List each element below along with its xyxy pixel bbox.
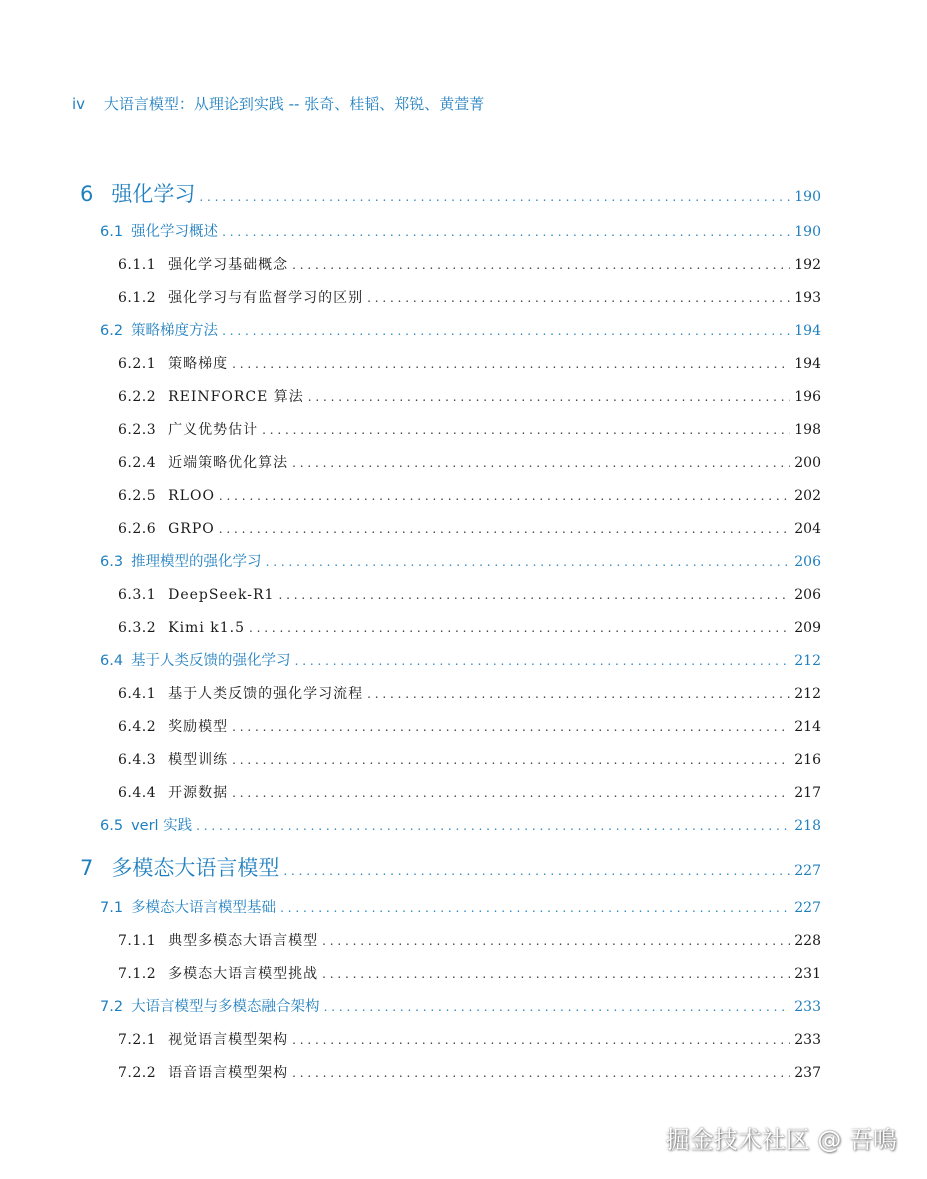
toc-entry-page: 190 — [794, 224, 821, 240]
toc-entry-number: 7.2.2 — [118, 1065, 157, 1081]
toc-entry-page: 202 — [794, 488, 821, 504]
toc-entry-title: 大语言模型与多模态融合架构 — [131, 999, 320, 1015]
toc-entry-page: 218 — [794, 818, 821, 834]
toc-section-entry[interactable] — [100, 1000, 821, 1015]
toc-subsection-entry[interactable] — [118, 423, 821, 437]
toc-dot-leader — [232, 721, 790, 733]
toc-entry-page: 227 — [794, 900, 821, 916]
toc-section-entry[interactable] — [100, 901, 821, 916]
toc-entry-title: 推理模型的强化学习 — [131, 554, 262, 570]
toc-dot-leader — [280, 902, 790, 914]
toc-entry-title: DeepSeek-R1 — [168, 587, 275, 603]
toc-entry-title: 视觉语言模型架构 — [168, 1032, 289, 1048]
toc-entry-title: 开源数据 — [168, 785, 229, 801]
toc-entry-title: 多模态大语言模型挑战 — [168, 966, 319, 982]
toc-entry-number: 6.2.4 — [118, 455, 157, 471]
toc-entry-number: 6.5 — [100, 818, 124, 834]
toc-entry-number: 6.4.1 — [118, 686, 157, 702]
toc-section-entry[interactable] — [100, 555, 821, 570]
toc-entry-title: 基于人类反馈的强化学习 — [131, 653, 291, 669]
toc-dot-leader — [324, 1001, 791, 1013]
toc-dot-leader — [219, 490, 790, 502]
toc-dot-leader — [367, 292, 790, 304]
toc-entry-title: 近端策略优化算法 — [168, 455, 289, 471]
toc-entry-title: 语音语言模型架构 — [168, 1065, 289, 1081]
toc-entry-title: 基于人类反馈的强化学习流程 — [168, 686, 364, 702]
toc-entry-number: 6.4.2 — [118, 719, 157, 735]
toc-entry-page: 217 — [794, 785, 821, 801]
toc-entry-page: 194 — [794, 323, 821, 339]
toc-dot-leader — [292, 457, 790, 469]
toc-entry-title: REINFORCE 算法 — [168, 389, 304, 405]
toc-entry-number: 6.2.2 — [118, 389, 157, 405]
toc-entry-page: 192 — [794, 257, 821, 273]
toc-entry-number: 6.1.1 — [118, 257, 157, 273]
toc-subsection-entry[interactable] — [118, 489, 821, 503]
toc-entry-title: GRPO — [168, 521, 215, 537]
toc-entry-title: 奖励模型 — [168, 719, 229, 735]
toc-dot-leader — [295, 655, 791, 667]
toc-entry-title: 策略梯度方法 — [131, 323, 219, 339]
toc-entry-number: 6.2.5 — [118, 488, 157, 504]
toc-dot-leader — [232, 358, 790, 370]
toc-subsection-entry[interactable] — [118, 753, 821, 767]
toc-entry-page: 209 — [794, 620, 821, 636]
toc-entry-number: 6.2.1 — [118, 356, 157, 372]
toc-dot-leader — [219, 523, 791, 535]
toc-subsection-entry[interactable] — [118, 1033, 821, 1047]
toc-entry-page: 196 — [794, 389, 821, 405]
toc-subsection-entry[interactable] — [118, 786, 821, 800]
toc-entry-title: 强化学习基础概念 — [168, 257, 289, 273]
toc-dot-leader — [199, 191, 790, 203]
toc-dot-leader — [266, 556, 791, 568]
toc-entry-title: verl 实践 — [131, 818, 193, 834]
toc-entry-page: 227 — [794, 863, 821, 879]
toc-subsection-entry[interactable] — [118, 357, 821, 371]
toc-entry-page: 237 — [794, 1065, 821, 1081]
toc-entry-number: 7.1.2 — [118, 966, 157, 982]
toc-entry-page: 193 — [794, 290, 821, 306]
toc-entry-title: 强化学习概述 — [131, 224, 219, 240]
toc-entry-title: Kimi k1.5 — [168, 620, 246, 636]
toc-entry-number: 6.2 — [100, 323, 124, 339]
toc-entry-number: 7.1.1 — [118, 933, 157, 949]
toc-dot-leader — [322, 968, 790, 980]
toc-entry-title: 强化学习 — [111, 182, 196, 206]
toc-entry-number: 6.1 — [100, 224, 124, 240]
toc-entry-page: 212 — [794, 686, 821, 702]
toc-dot-leader — [232, 754, 790, 766]
toc-entry-page: 216 — [794, 752, 821, 768]
toc-subsection-entry[interactable] — [118, 456, 821, 470]
toc-dot-leader — [283, 865, 790, 877]
toc-entry-number: 6.3.2 — [118, 620, 157, 636]
toc-subsection-entry[interactable] — [118, 967, 821, 981]
running-header — [72, 93, 484, 114]
toc-dot-leader — [278, 589, 790, 601]
header-page-number: iv — [72, 95, 86, 113]
toc-entry-number: 6.3.1 — [118, 587, 157, 603]
toc-entry-number: 7 — [80, 856, 94, 880]
toc-dot-leader — [249, 622, 790, 634]
toc-subsection-entry[interactable] — [118, 588, 821, 602]
toc-subsection-entry[interactable] — [118, 934, 821, 948]
toc-section-entry[interactable] — [100, 225, 821, 240]
toc-dot-leader — [196, 820, 790, 832]
toc-dot-leader — [222, 226, 790, 238]
toc-entry-title: 典型多模态大语言模型 — [168, 933, 319, 949]
toc-entry-title: 模型训练 — [168, 752, 229, 768]
toc-subsection-entry[interactable] — [118, 522, 821, 536]
toc-dot-leader — [262, 424, 790, 436]
toc-entry-page: 231 — [794, 966, 821, 982]
toc-entry-number: 6.2.6 — [118, 521, 157, 537]
header-book-title: 大语言模型：从理论到实践 -- 张奇、桂韬、郑锐、黄萱菁 — [103, 95, 485, 113]
toc-entry-page: 190 — [794, 189, 821, 205]
toc-subsection-entry[interactable] — [118, 291, 821, 305]
toc-entry-page: 228 — [794, 933, 821, 949]
toc-chapter-entry[interactable] — [80, 184, 821, 205]
toc-entry-title: 策略梯度 — [168, 356, 229, 372]
toc-dot-leader — [367, 688, 790, 700]
toc-entry-page: 194 — [794, 356, 821, 372]
toc-dot-leader — [308, 391, 790, 403]
toc-subsection-entry[interactable] — [118, 687, 821, 701]
toc-subsection-entry[interactable] — [118, 390, 821, 404]
toc-entry-title: 多模态大语言模型 — [111, 856, 280, 880]
toc-subsection-entry[interactable] — [118, 720, 821, 734]
toc-entry-page: 212 — [794, 653, 821, 669]
toc-subsection-entry[interactable] — [118, 1066, 821, 1080]
toc-entry-page: 200 — [794, 455, 821, 471]
toc-dot-leader — [322, 935, 790, 947]
toc-entry-page: 204 — [794, 521, 821, 537]
toc-section-entry[interactable] — [100, 819, 821, 834]
toc-entry-number: 6.4.3 — [118, 752, 157, 768]
watermark: 掘金技术社区 @ 吾鳴 — [665, 1126, 897, 1154]
toc-subsection-entry[interactable] — [118, 258, 821, 272]
toc-entry-page: 214 — [794, 719, 821, 735]
toc-dot-leader — [232, 787, 790, 799]
toc-entry-number: 6.4 — [100, 653, 124, 669]
toc-section-entry[interactable] — [100, 324, 821, 339]
toc-entry-number: 6.4.4 — [118, 785, 157, 801]
toc-dot-leader — [292, 259, 790, 271]
toc-entry-number: 6.3 — [100, 554, 124, 570]
toc-entry-title: 多模态大语言模型基础 — [131, 900, 277, 916]
toc-entry-number: 7.2 — [100, 999, 124, 1015]
toc-entry-title: 广义优势估计 — [168, 422, 259, 438]
toc-entry-page: 206 — [794, 587, 821, 603]
toc-entry-page: 206 — [794, 554, 821, 570]
toc-entry-number: 6.1.2 — [118, 290, 157, 306]
toc-dot-leader — [222, 325, 790, 337]
toc-entry-title: RLOO — [168, 488, 215, 504]
toc-entry-number: 6 — [80, 182, 94, 206]
toc-entry-number: 6.2.3 — [118, 422, 157, 438]
toc-entry-title: 强化学习与有监督学习的区别 — [168, 290, 364, 306]
toc-entry-number: 7.1 — [100, 900, 124, 916]
toc-entry-page: 233 — [794, 1032, 821, 1048]
toc-chapter-entry[interactable] — [80, 858, 821, 879]
toc-dot-leader — [292, 1067, 790, 1079]
toc-subsection-entry[interactable] — [118, 621, 821, 635]
toc-entry-number: 7.2.1 — [118, 1032, 157, 1048]
toc-section-entry[interactable] — [100, 654, 821, 669]
toc-entry-page: 233 — [794, 999, 821, 1015]
toc-entry-page: 198 — [794, 422, 821, 438]
toc-dot-leader — [292, 1034, 790, 1046]
